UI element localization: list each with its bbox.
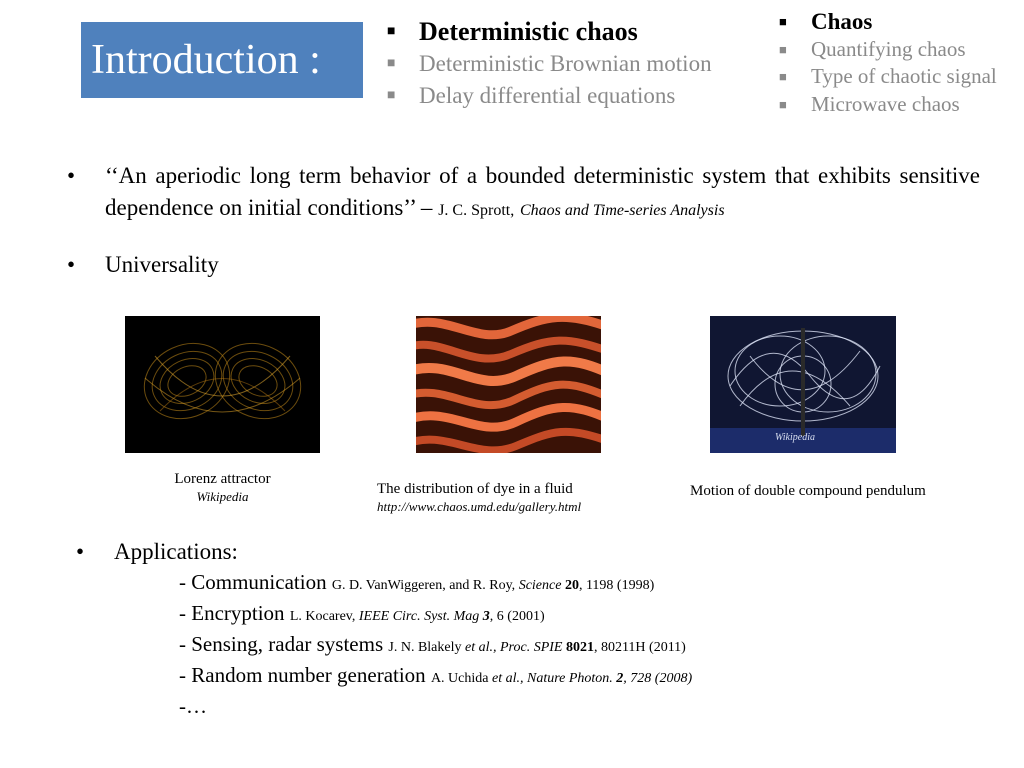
dye-caption: The distribution of dye in a fluid http://www.chaos.umd.edu/gallery.html bbox=[377, 481, 582, 514]
square-bullet-icon: ■ bbox=[387, 24, 396, 39]
toc-item-delay-differential: ■ Delay differential equations bbox=[387, 80, 712, 112]
lorenz-attractor-image bbox=[125, 316, 320, 453]
square-bullet-icon: ■ bbox=[779, 41, 787, 57]
dye-in-fluid-image bbox=[416, 316, 601, 453]
definition-author: J. C. Sprott, bbox=[438, 202, 515, 219]
toc-item-chaotic-signal: ■ Type of chaotic signal bbox=[779, 63, 997, 91]
application-ellipsis: -… bbox=[179, 694, 207, 718]
lorenz-caption: Lorenz attractor Wikipedia bbox=[140, 470, 305, 506]
toc-section-list bbox=[387, 16, 712, 112]
definition-book: Chaos and Time-series Analysis bbox=[519, 202, 725, 219]
toc-item-quantifying-chaos: ■ Quantifying chaos bbox=[779, 36, 997, 64]
toc-item-microwave-chaos: ■ Microwave chaos bbox=[779, 91, 997, 119]
bullet-dot-icon: • bbox=[76, 539, 85, 564]
dye-source-link[interactable]: http://www.chaos.umd.edu/gallery.html bbox=[377, 499, 582, 514]
bullet-dot-icon: • bbox=[67, 163, 76, 188]
definition-quote: ‘‘An aperiodic long term behavior of a bounded deterministic system that exhibits sensitive dependence on initial conditions’’ – bbox=[105, 163, 980, 220]
square-bullet-icon: ■ bbox=[387, 88, 396, 103]
toc-item-deterministic-chaos: ■ Deterministic chaos bbox=[387, 17, 638, 46]
lorenz-source: Wikipedia bbox=[196, 489, 249, 504]
universality-text: Universality bbox=[105, 252, 219, 277]
slide-title: Introduction : bbox=[81, 22, 363, 98]
applications-bullet bbox=[76, 536, 238, 568]
square-bullet-icon: ■ bbox=[779, 96, 787, 112]
application-item: - Communication G. D. VanWiggeren, and R. Roy, Science 20, 1198 (1998) bbox=[179, 570, 655, 594]
universality-bullet bbox=[67, 249, 219, 281]
application-item: - Random number generation A. Uchida et al., Nature Photon. 2, 728 (2008) bbox=[179, 663, 693, 687]
toc-item-brownian-motion: ■ Deterministic Brownian motion bbox=[387, 48, 712, 80]
application-item: - Encryption L. Kocarev, IEEE Circ. Syst. Mag 3, 6 (2001) bbox=[179, 601, 545, 625]
square-bullet-icon: ■ bbox=[387, 56, 396, 71]
pendulum-caption: Motion of double compound pendulum bbox=[690, 483, 926, 499]
application-item: - Sensing, radar systems J. N. Blakely et al., Proc. SPIE 8021, 80211H (2011) bbox=[179, 632, 686, 656]
definition-bullet bbox=[67, 160, 980, 227]
pendulum-watermark: Wikipedia bbox=[775, 432, 815, 443]
bullet-dot-icon: • bbox=[67, 252, 76, 277]
square-bullet-icon: ■ bbox=[779, 14, 787, 29]
square-bullet-icon: ■ bbox=[779, 69, 787, 84]
toc-item-chaos: ■ Chaos bbox=[779, 9, 873, 34]
applications-heading: Applications: bbox=[114, 539, 238, 564]
toc-subsection-list bbox=[779, 8, 997, 118]
